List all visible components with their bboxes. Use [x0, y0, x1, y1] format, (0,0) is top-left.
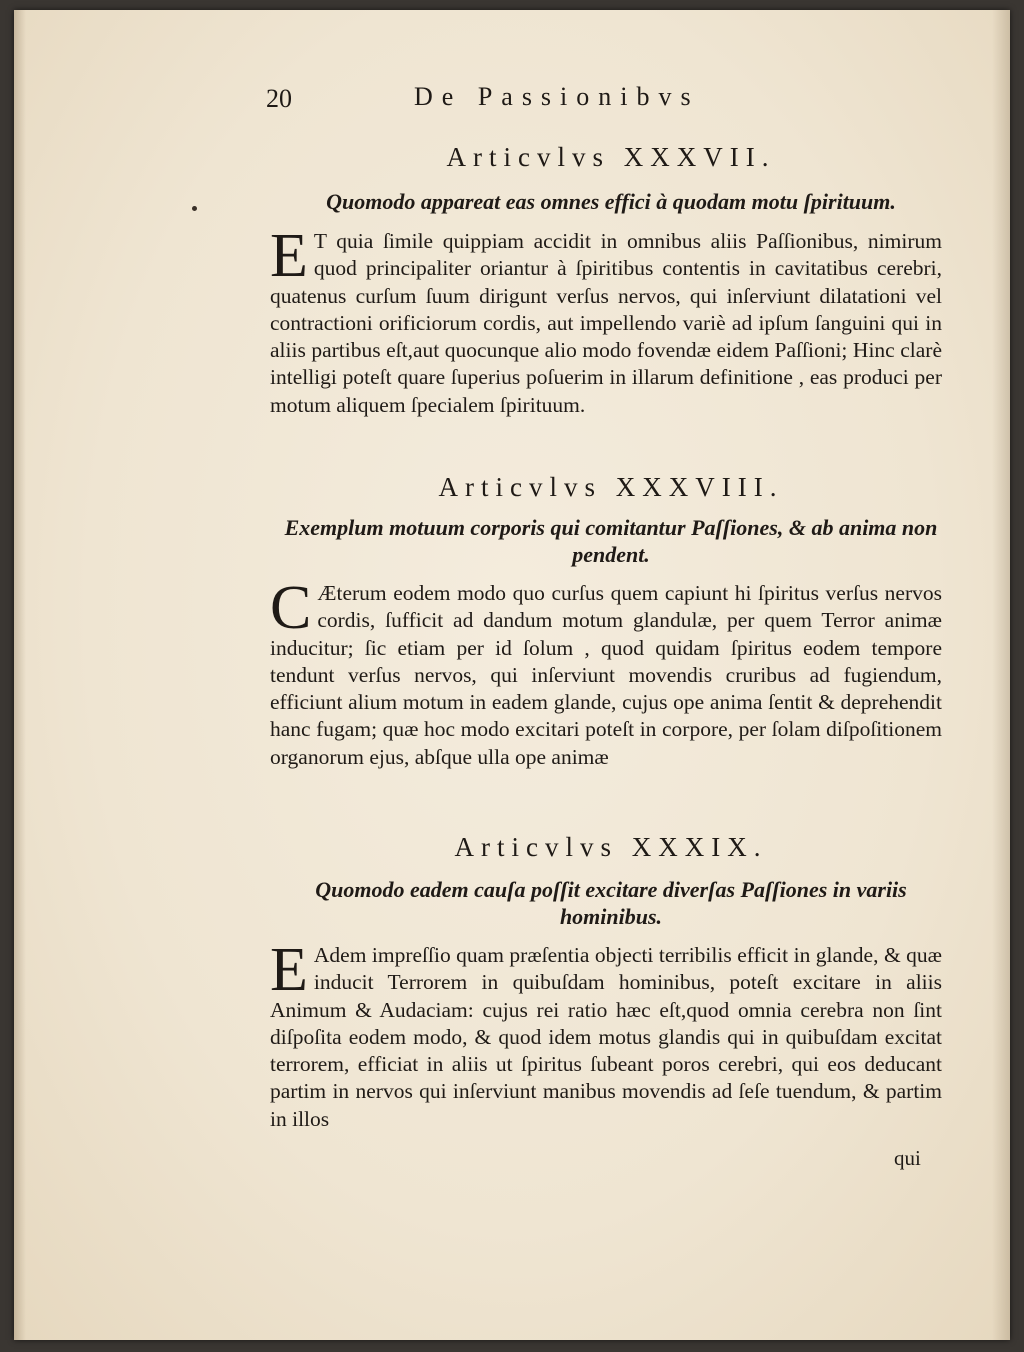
running-head	[266, 82, 806, 118]
article-title: Exemplum motuum corporis qui comitantur Paſſiones, & ab anima non pendent.	[284, 515, 938, 567]
running-title: De Passionibvs	[414, 82, 700, 111]
article-heading: Articvlvs XXXVIII.	[438, 472, 784, 502]
book-page	[14, 10, 1010, 1340]
paragraph-text: Æterum eodem modo quo curſus quem capiunt hi ſpiritus verſus nervos cordis, ſufficit ad dandum motum glandulæ, per quem Terror animæ inducitur; ſic etiam per id ſolum , quod quidam ſpiritus eodem tempore tendunt verſus nervos, qui inſerviunt movendis cruribus ad fugiendum, efficiunt alium motum in eadem glande, cujus ope anima ſentit & deprehendit hanc fugam; quæ hoc modo excitari poteſt in corpore, per ſolam diſpoſitionem organorum ejus, abſque ulla ope animæ	[270, 581, 942, 769]
catchword: qui	[894, 1146, 921, 1170]
article-heading: Articvlvs XXXVII.	[446, 142, 776, 172]
article-heading: Articvlvs XXXIX.	[454, 832, 768, 862]
page-number: 20	[266, 84, 292, 113]
drop-capital: E	[270, 222, 308, 290]
article-paragraph	[270, 222, 942, 419]
page-gutter-shadow	[14, 10, 26, 1340]
article-title: Quomodo eadem cauſa poſſit excitare diverſas Paſſiones in variis hominibus.	[315, 877, 907, 929]
paragraph-text: T quia ſimile quippiam accidit in omnibus aliis Paſſionibus, nimirum quod principaliter oriantur à ſpiritibus contentis in cavitatibus cerebri, quatenus curſum ſuum dirigunt verſus nervos, qui inſerviunt dilatationi vel contractioni orificiorum cordis, aut impellendo variè ad ipſum ſanguini qui in aliis partibus eſt,aut quocunque alio modo fovendæ eidem Paſſioni; Hinc clarè intelligi poteſt quare ſuperius poſuerim in illarum definitione , eas produci per motum aliquem ſpecialem ſpirituum.	[270, 229, 942, 417]
page-edge-shadow	[992, 10, 1010, 1340]
article-paragraph	[270, 936, 942, 1133]
drop-capital: E	[270, 936, 308, 1004]
paragraph-text: Adem impreſſio quam præſentia objecti terribilis efficit in glande, & quæ inducit Terrorem in quibuſdam hominibus, poteſt excitare in aliis Animum & Audaciam: cujus rei ratio hæc eſt,quod omnia cerebra non ſint diſpoſita eodem modo, & quod idem motus glandis qui in quibuſdam excitat terrorem, efficiat in aliis ut ſpiritus ſubeant poros cerebri, qui eos deducant partim in nervos qui inſerviunt manibus movendis ad ſeſe tuendum, & partim in illos	[270, 943, 942, 1131]
ink-speck	[192, 206, 197, 211]
drop-capital: C	[270, 574, 312, 642]
article-title: Quomodo appareat eas omnes effici à quodam motu ſpirituum.	[326, 189, 896, 214]
article-paragraph	[270, 574, 942, 771]
